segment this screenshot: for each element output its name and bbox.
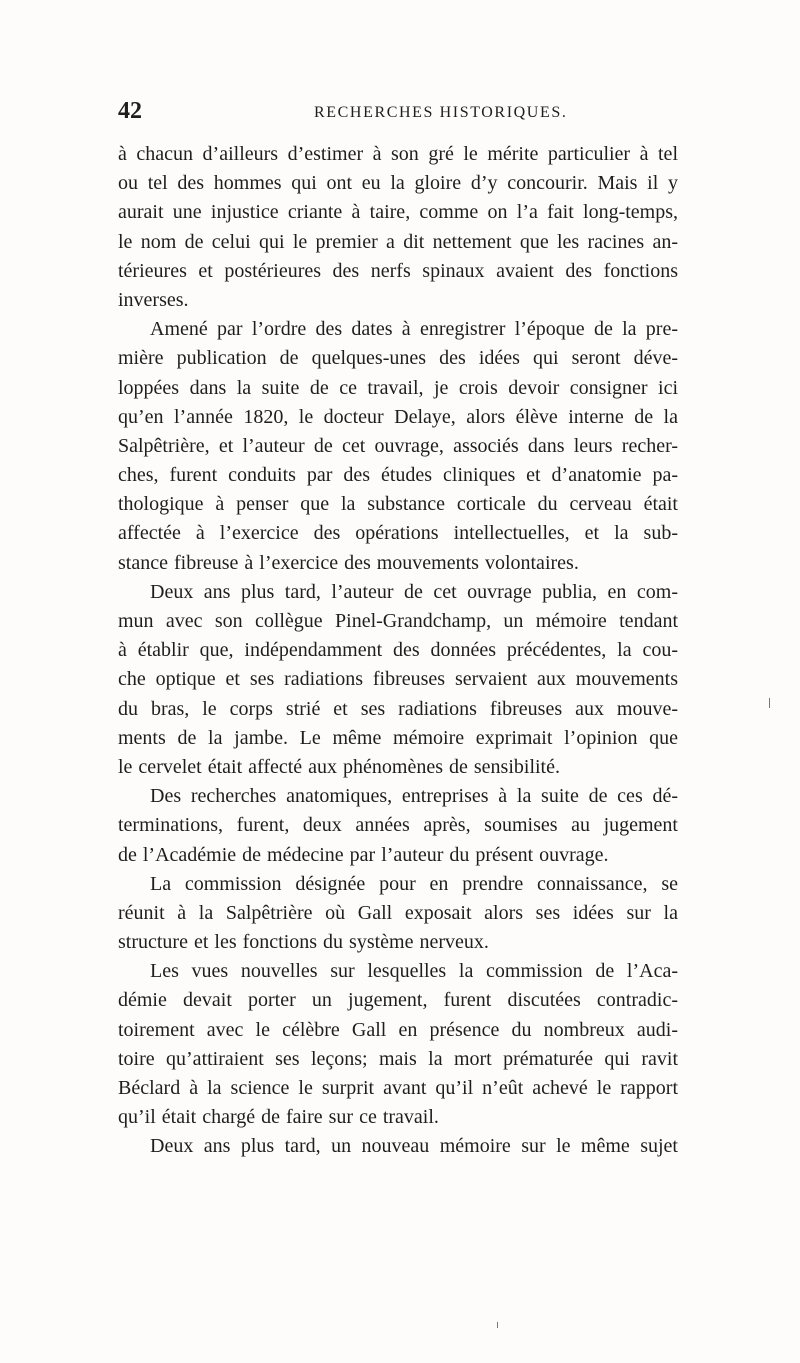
margin-mark <box>769 698 770 708</box>
text-line: le cervelet était affecté aux phénomènes de sensibilité. <box>118 755 560 778</box>
text-line: de l’Académie de médecine par l’auteur du présent ouvrage. <box>118 843 609 866</box>
text-line: inverses. <box>118 288 189 311</box>
text-line: structure et les fonctions du système nerveux. <box>118 931 489 954</box>
text-line: stance fibreuse à l’exercice des mouvements volontaires. <box>118 551 579 574</box>
text-line: le nom de celui qui le premier a dit nettement que les racines an- <box>118 230 678 253</box>
text-line: mun avec son collègue Pinel-Grandchamp, un mémoire tendant <box>118 610 678 632</box>
text-line: térieures et postérieures des nerfs spinaux avaient des fonctions <box>118 259 678 282</box>
text-line: à chacun d’ailleurs d’estimer à son gré le mérite particulier à tel <box>118 143 678 165</box>
text-line: terminations, furent, deux années après, soumises au jugement <box>118 814 678 837</box>
page-number: 42 <box>118 98 142 124</box>
text-line: Deux ans plus tard, un nouveau mémoire sur le même sujet <box>150 1135 678 1158</box>
text-line: réunit à la Salpêtrière où Gall exposait alors ses idées sur la <box>118 901 678 924</box>
running-head: RECHERCHES HISTORIQUES. <box>314 104 568 121</box>
text-line: aurait une injustice criante à taire, comme on l’a fait long-temps, <box>118 201 678 224</box>
text-line: mière publication de quelques-unes des idées qui seront déve- <box>118 347 678 370</box>
text-line: à établir que, indépendamment des données précédentes, la cou- <box>118 639 678 662</box>
text-line: ou tel des hommes qui ont eu la gloire d’y concourir. Mais il y <box>118 172 678 195</box>
text-line: toire qu’attiraient ses leçons; mais la mort prématurée qui ravit <box>118 1047 678 1070</box>
text-line: ments de la jambe. Le même mémoire exprimait l’opinion que <box>118 726 678 749</box>
text-line: loppées dans la suite de ce travail, je crois devoir consigner ici <box>118 376 678 399</box>
body-text <box>118 140 678 1162</box>
text-line: che optique et ses radiations fibreuses servaient aux mouvements <box>118 668 678 691</box>
text-line: Béclard à la science le surprit avant qu’il n’eût achevé le rapport <box>118 1077 678 1099</box>
text-line: Amené par l’ordre des dates à enregistrer l’époque de la pre- <box>150 318 678 341</box>
text-line: La commission désignée pour en prendre connaissance, se <box>150 872 678 895</box>
text-line: toirement avec le célèbre Gall en présence du nombreux audi- <box>118 1018 678 1041</box>
text-line: Salpêtrière, et l’auteur de cet ouvrage, associés dans leurs recher- <box>118 434 678 457</box>
text-line: qu’en l’année 1820, le docteur Delaye, alors élève interne de la <box>118 405 678 428</box>
text-line: thologique à penser que la substance corticale du cerveau était <box>118 493 678 516</box>
text-line: Les vues nouvelles sur lesquelles la commission de l’Aca- <box>150 960 678 983</box>
text-line: Deux ans plus tard, l’auteur de cet ouvrage publia, en com- <box>150 580 678 603</box>
text-line: ches, furent conduits par des études cliniques et d’anatomie pa- <box>118 464 678 487</box>
page-header <box>118 98 678 128</box>
text-line: qu’il était chargé de faire sur ce travail. <box>118 1106 439 1129</box>
margin-mark <box>497 1322 498 1328</box>
text-line: du bras, le corps strié et ses radiations fibreuses aux mouve- <box>118 697 678 720</box>
text-line: affectée à l’exercice des opérations intellectuelles, et la sub- <box>118 522 678 545</box>
text-line: démie devait porter un jugement, furent discutées contradic- <box>118 989 678 1012</box>
text-line: Des recherches anatomiques, entreprises à la suite de ces dé- <box>150 785 678 808</box>
